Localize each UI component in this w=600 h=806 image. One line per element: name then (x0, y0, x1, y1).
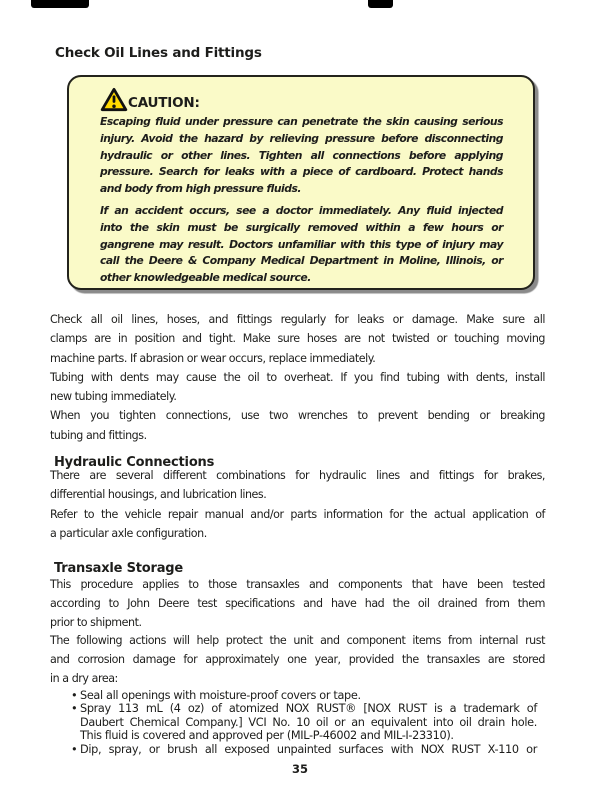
bullet-item (71, 702, 537, 742)
text-line: other knowledgeable medical source. (100, 271, 311, 285)
body-text-oil-lines (50, 310, 545, 445)
text-line: pressure. Search for leaks with a piece of cardboard. Protect hands (100, 165, 503, 179)
text-line: prior to shipment. (50, 615, 142, 629)
paragraph (50, 466, 545, 505)
paragraph (100, 203, 503, 287)
caution-box (67, 75, 535, 290)
page-edge-mark-right (368, 0, 393, 8)
text-line: Escaping fluid under pressure can penetrate the skin causing serious (100, 115, 503, 128)
text-line: call the Deere & Company Medical Department in Moline, Illinois, or (100, 254, 503, 268)
text-line: Check all oil lines, hoses, and fittings regularly for leaks or damage. Make sure all (50, 313, 545, 326)
bullet-text (80, 689, 537, 702)
paragraph (50, 632, 545, 688)
bullet-marker-icon: • (71, 742, 78, 756)
text-line: machine parts. If abrasion or wear occurs, replace immediately. (50, 351, 376, 365)
text-line: When you tighten connections, use two wrenches to prevent bending or breaking (50, 409, 545, 423)
storage-bullet-list (71, 689, 537, 756)
bullet-text (80, 702, 537, 742)
paragraph (50, 406, 545, 445)
text-line: If an accident occurs, see a doctor immediately. Any fluid injected (100, 203, 503, 217)
text-line: tubing and fittings. (50, 428, 147, 442)
text-line: Dip, spray, or brush all exposed unpainted surfaces with NOX RUST X-110 or (80, 742, 537, 756)
warning-triangle-icon (100, 87, 128, 112)
page-edge-mark-left (31, 0, 89, 8)
text-line: a particular axle configuration. (50, 526, 207, 540)
text-line: according to John Deere test specifications and have had the oil drained from them (50, 596, 545, 610)
bullet-marker-icon: • (71, 702, 78, 716)
caution-text (100, 114, 503, 287)
bullet-item (71, 689, 537, 702)
caution-header (100, 87, 533, 112)
text-line: Seal all openings with moisture-proof covers or tape. (80, 689, 361, 702)
text-line: and body from high pressure fluids. (100, 182, 302, 196)
text-line: Tubing with dents may cause the oil to overheat. If you find tubing with dents, install (50, 370, 545, 384)
text-line: Daubert Chemical Company.] VCI No. 10 oil or an equivalent into oil drain hole. (80, 715, 537, 729)
bullet-marker-icon: • (71, 689, 78, 702)
text-line: in a dry area: (50, 671, 118, 685)
page-number: 35 (291, 762, 308, 776)
heading-transaxle-storage: Transaxle Storage (54, 561, 183, 576)
text-line: and corrosion damage for approximately one year, provided the transaxles are stored (50, 653, 545, 667)
body-text-transaxle-storage (50, 576, 545, 689)
paragraph (100, 114, 503, 198)
caution-label: CAUTION: (128, 94, 200, 111)
paragraph (50, 310, 545, 368)
body-text-hydraulic-connections (50, 466, 545, 543)
bullet-item (71, 743, 537, 756)
bullet-text (80, 743, 537, 756)
text-line: This fluid is covered and approved per (MIL-P-46002 and MIL-I-23310). (80, 729, 454, 743)
text-line: into the skin must be surgically removed within a few hours or (100, 220, 503, 234)
text-line: This procedure applies to those transaxles and components that have been tested (50, 578, 545, 591)
text-line: injury. Avoid the hazard by relieving pressure before disconnecting (100, 131, 503, 145)
paragraph (50, 505, 545, 544)
text-line: Refer to the vehicle repair manual and/or parts information for the actual application of (50, 507, 545, 521)
text-line: hydraulic or other lines. Tighten all connections before applying (100, 148, 503, 162)
text-line: differential housings, and lubrication lines. (50, 488, 267, 502)
text-line: clamps are in position and tight. Make sure hoses are not twisted or touching moving (50, 332, 545, 346)
text-line: gangrene may result. Doctors unfamiliar with this type of injury may (100, 237, 503, 251)
text-line: new tubing immediately. (50, 390, 177, 404)
paragraph (50, 576, 545, 632)
paragraph (50, 368, 545, 407)
text-line: Spray 113 mL (4 oz) of atomized NOX RUST® [NOX RUST is a trademark of (80, 702, 537, 716)
heading-check-oil-lines: Check Oil Lines and Fittings (55, 45, 262, 61)
heading-hydraulic-connections: Hydraulic Connections (54, 455, 215, 470)
text-line: There are several different combinations for hydraulic lines and fittings for brakes, (50, 469, 545, 482)
text-line: The following actions will help protect the unit and component items from internal rust (50, 634, 545, 648)
